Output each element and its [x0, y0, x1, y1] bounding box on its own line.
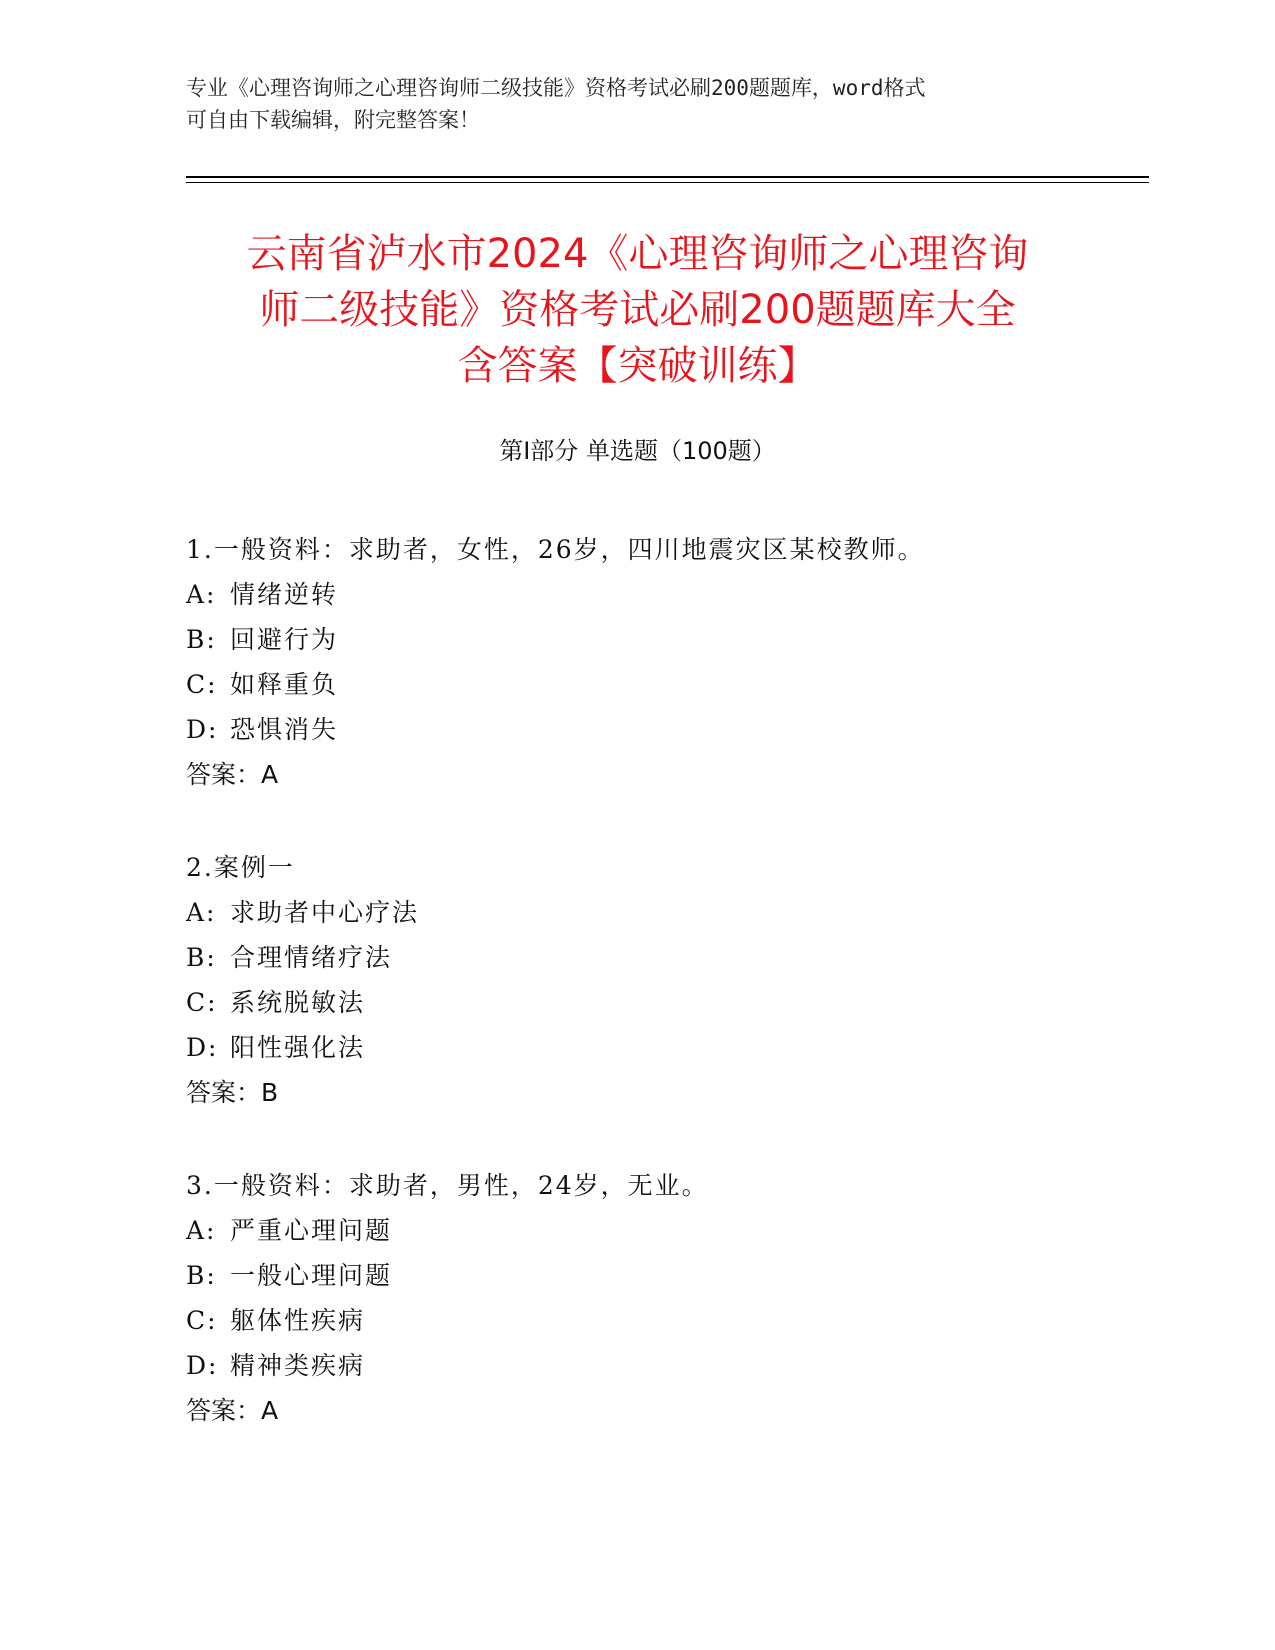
question-stem: 2.案例一 [186, 853, 295, 882]
option-text: 系统脱敏法 [230, 988, 366, 1017]
option-letter: D: [186, 1351, 219, 1380]
option-text: 恐惧消失 [230, 715, 339, 744]
option-letter: A: [186, 898, 217, 927]
question-1 [186, 527, 1136, 845]
option-text: 精神类疾病 [230, 1351, 366, 1380]
option-letter: B: [186, 1261, 217, 1290]
option-b [186, 617, 1136, 662]
option-text: 严重心理问题 [230, 1216, 393, 1245]
option-a [186, 1208, 1136, 1253]
option-c [186, 980, 1136, 1025]
header-divider-thin [186, 182, 1149, 183]
option-letter: D: [186, 1033, 219, 1062]
question-stem: 3.一般资料：求助者，男性，24岁，无业。 [186, 1171, 709, 1200]
option-text: 躯体性疾病 [230, 1306, 366, 1335]
header-note [186, 72, 1086, 136]
option-c [186, 662, 1136, 707]
option-a [186, 572, 1136, 617]
option-c [186, 1298, 1136, 1343]
option-a [186, 890, 1136, 935]
option-text: 合理情绪疗法 [230, 943, 393, 972]
answer-key: 答案：B [186, 1078, 279, 1107]
document-title-line-1: 云南省泸水市2024《心理咨询师之心理咨询 [246, 231, 1029, 277]
header-note-line-2: 可自由下载编辑，附完整答案！ [186, 108, 480, 132]
document-title-line-3: 含答案【突破训练】 [457, 343, 818, 389]
option-b [186, 935, 1136, 980]
option-d [186, 1025, 1136, 1070]
answer-key: 答案：A [186, 760, 279, 789]
option-d [186, 1343, 1136, 1388]
option-text: 如释重负 [230, 670, 339, 699]
option-text: 阳性强化法 [230, 1033, 366, 1062]
header-note-line-1: 专业《心理咨询师之心理咨询师二级技能》资格考试必刷200题题库，word格式 [186, 76, 926, 100]
option-letter: C: [186, 988, 218, 1017]
option-text: 情绪逆转 [230, 580, 339, 609]
question-3 [186, 1163, 1136, 1481]
answer-key: 答案：A [186, 1396, 279, 1425]
document-title [180, 226, 1095, 394]
option-text: 一般心理问题 [230, 1261, 393, 1290]
option-letter: C: [186, 670, 218, 699]
option-text: 求助者中心疗法 [230, 898, 420, 927]
option-d [186, 707, 1136, 752]
option-b [186, 1253, 1136, 1298]
question-list [186, 527, 1136, 1481]
option-text: 回避行为 [230, 625, 339, 654]
option-letter: B: [186, 625, 217, 654]
option-letter: C: [186, 1306, 218, 1335]
section-title: 第Ⅰ部分 单选题（100题） [499, 437, 776, 465]
option-letter: D: [186, 715, 219, 744]
header-divider-thick [186, 176, 1149, 178]
option-letter: A: [186, 1216, 217, 1245]
question-stem: 1.一般资料：求助者，女性，26岁，四川地震灾区某校教师。 [186, 535, 925, 564]
question-2 [186, 845, 1136, 1163]
document-title-line-2: 师二级技能》资格考试必刷200题题库大全 [259, 287, 1016, 333]
option-letter: A: [186, 580, 217, 609]
option-letter: B: [186, 943, 217, 972]
